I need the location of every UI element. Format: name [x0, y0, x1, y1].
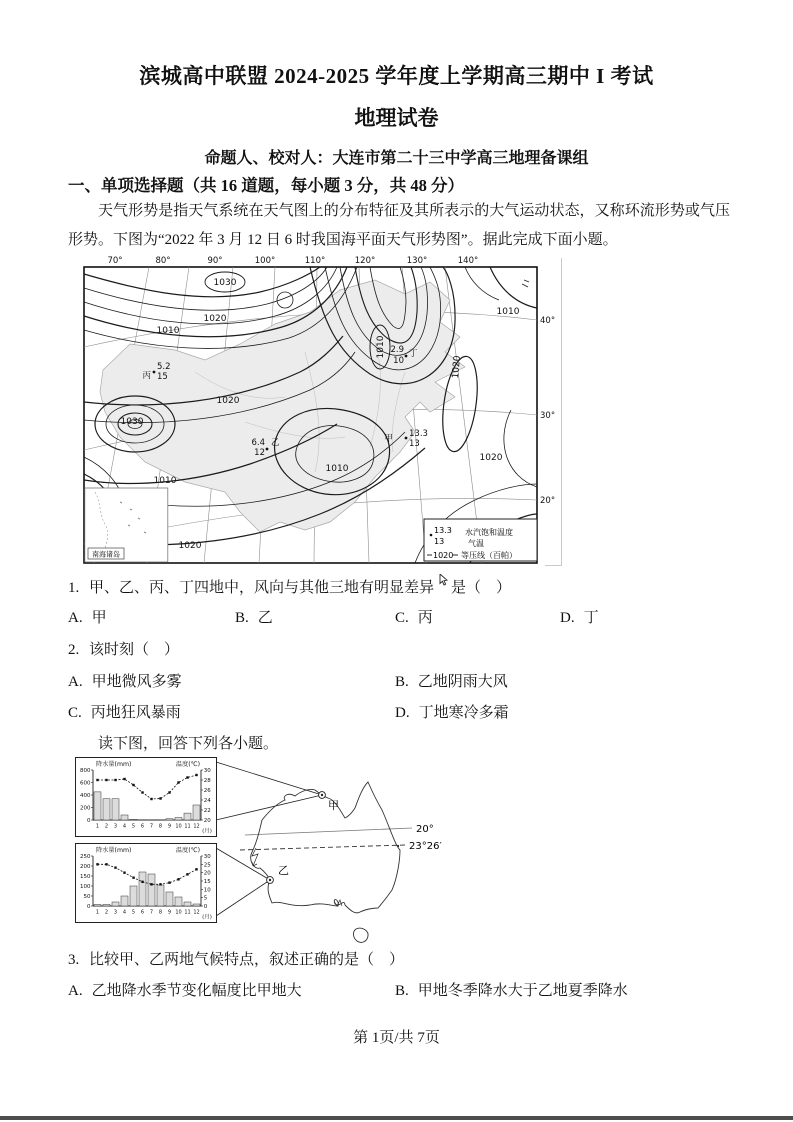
svg-text:0: 0 [203, 904, 208, 910]
svg-text:0: 0 [87, 818, 91, 824]
svg-text:13.3: 13.3 [409, 429, 428, 439]
page-subtitle: 地理试卷 [354, 106, 439, 130]
section-heading: 一、单项选择题（共 16 道题，每小题 3 分，共 48 分） [68, 176, 464, 195]
svg-text:1030: 1030 [120, 417, 144, 427]
svg-text:丙: 丙 [142, 370, 151, 380]
svg-text:乙: 乙 [271, 437, 280, 447]
mouse-cursor-icon [439, 574, 448, 591]
option-2a: A. 甲地微风多雾 [68, 674, 182, 690]
svg-text:28: 28 [203, 778, 211, 784]
question-1 [68, 576, 511, 597]
lat-20-line [245, 828, 412, 835]
point-jia-label: 甲 [328, 800, 339, 812]
svg-text:30: 30 [203, 854, 211, 860]
svg-text:8: 8 [158, 823, 163, 830]
svg-text:5.2: 5.2 [157, 362, 171, 372]
svg-text:100°: 100° [254, 256, 276, 266]
page-title: 滨城高中联盟 2024-2025 学年度上学期高三期中 I 考试 [139, 64, 654, 88]
svg-text:200: 200 [80, 864, 91, 870]
figure2-caption: 读下图，回答下列各小题。 [98, 736, 279, 752]
climate-chart-yi [76, 844, 216, 922]
svg-text:50: 50 [83, 894, 91, 900]
window-bottom-edge [0, 1116, 793, 1120]
svg-text:1020: 1020 [479, 453, 503, 463]
option-1d: D. 丁 [560, 610, 599, 626]
svg-text:120°: 120° [354, 256, 376, 266]
svg-text:丁: 丁 [409, 348, 418, 358]
svg-text:20°: 20° [540, 496, 556, 506]
svg-text:13: 13 [409, 439, 420, 449]
svg-text:3: 3 [113, 823, 118, 830]
svg-text:6: 6 [140, 909, 145, 916]
svg-text:气温: 气温 [468, 539, 484, 548]
climate-chart-yi-box [75, 843, 217, 923]
svg-text:4: 4 [122, 823, 127, 830]
svg-text:20: 20 [203, 818, 211, 824]
svg-text:10: 10 [175, 823, 182, 830]
svg-text:5: 5 [131, 823, 136, 830]
option-1b: B. 乙 [235, 610, 273, 626]
svg-text:200: 200 [80, 805, 91, 812]
svg-text:水汽饱和温度: 水汽饱和温度 [465, 528, 513, 537]
question-1-number: 1. [68, 580, 80, 596]
australia-outline [251, 782, 400, 913]
svg-text:1010: 1010 [153, 476, 177, 486]
option-1a: A. 甲 [68, 610, 107, 626]
svg-text:1: 1 [95, 823, 100, 830]
svg-text:降水量(mm): 降水量(mm) [96, 847, 132, 854]
svg-text:0: 0 [87, 904, 91, 910]
svg-text:11: 11 [184, 909, 191, 916]
option-3a: A. 乙地降水季节变化幅度比甲地大 [68, 983, 302, 999]
question-2-number: 2. [68, 642, 80, 658]
svg-text:130°: 130° [406, 256, 428, 266]
svg-text:1: 1 [95, 909, 100, 916]
point-yi-label: 乙 [278, 865, 289, 877]
svg-text:25: 25 [203, 862, 211, 869]
question-1-text: 甲、乙、丙、丁四地中，风向与其他三地有明显差异 [89, 580, 435, 596]
svg-text:1010: 1010 [325, 464, 349, 474]
svg-text:10: 10 [393, 356, 404, 366]
svg-text:5: 5 [131, 909, 136, 916]
svg-text:140°: 140° [457, 256, 479, 266]
svg-text:11: 11 [184, 823, 191, 830]
weather-map-figure [75, 252, 570, 570]
svg-text:1020: 1020 [433, 551, 454, 560]
svg-text:1020: 1020 [216, 396, 240, 406]
climate-chart-jia-box [75, 757, 217, 837]
svg-text:80°: 80° [155, 256, 171, 266]
authors-line: 命题人、校对人：大连市第二十三中学高三地理备课组 [204, 150, 589, 167]
svg-text:24: 24 [203, 798, 211, 804]
svg-text:6: 6 [140, 823, 145, 830]
svg-text:温度(℃): 温度(℃) [175, 847, 200, 854]
svg-text:1020: 1020 [203, 314, 227, 324]
svg-text:13: 13 [434, 537, 445, 546]
option-2d: D. 丁地寒冷多霜 [395, 705, 509, 721]
svg-text:12: 12 [254, 448, 265, 458]
longitude-labels [107, 256, 478, 266]
svg-text:7: 7 [149, 909, 154, 916]
svg-text:降水量(mm): 降水量(mm) [96, 761, 132, 768]
svg-text:9: 9 [167, 909, 172, 916]
svg-text:70°: 70° [107, 256, 123, 266]
question-3-text: 比较甲、乙两地气候特点，叙述正确的是（ ） [89, 952, 405, 968]
svg-text:3: 3 [113, 909, 118, 916]
svg-text:26: 26 [203, 788, 211, 794]
figure-frame-line-bottom [545, 565, 562, 566]
option-2b: B. 乙地阴雨大风 [395, 674, 508, 690]
svg-text:12: 12 [193, 823, 200, 830]
tasmania-outline [353, 928, 368, 942]
intro-paragraph: 天气形势是指天气系统在天气图上的分布特征及其所表示的大气运动状态，又称环流形势或气压形势。下图为“2022 年 3 月 12 日 6 时我国海平面天气形势图”。据此完成下面小题。 [68, 203, 730, 248]
south-china-sea-inset [85, 488, 168, 562]
svg-text:110°: 110° [304, 256, 326, 266]
svg-text:7: 7 [149, 823, 154, 830]
lat-20-label: 20° [416, 824, 434, 835]
svg-text:(月): (月) [202, 828, 212, 835]
question-3 [68, 948, 404, 969]
question-2-text: 该时刻（ ） [89, 642, 180, 658]
svg-text:15: 15 [157, 372, 168, 382]
svg-text:(月): (月) [202, 914, 212, 921]
svg-text:100: 100 [80, 884, 91, 890]
svg-text:40°: 40° [540, 316, 556, 326]
svg-text:温度(℃): 温度(℃) [175, 761, 200, 768]
map-legend [424, 519, 537, 561]
svg-text:6.4: 6.4 [251, 438, 265, 448]
svg-text:10: 10 [175, 909, 182, 916]
svg-text:150: 150 [80, 874, 91, 880]
svg-text:400: 400 [80, 793, 91, 799]
svg-text:12: 12 [193, 909, 200, 916]
svg-text:5: 5 [203, 895, 208, 902]
latitude-labels [540, 316, 555, 506]
svg-text:南海诸岛: 南海诸岛 [92, 550, 120, 559]
question-3-number: 3. [68, 952, 80, 968]
svg-text:9: 9 [167, 823, 172, 830]
svg-text:13.3: 13.3 [434, 526, 452, 535]
tropic-label: 23°26′ [409, 841, 442, 852]
svg-text:250: 250 [80, 854, 91, 860]
svg-text:22: 22 [203, 808, 211, 814]
svg-text:600: 600 [80, 780, 91, 787]
question-2 [68, 638, 179, 659]
footer-page-number: 第 1页/共 7页 [353, 1030, 440, 1046]
svg-text:10: 10 [203, 887, 211, 894]
svg-text:1030: 1030 [213, 278, 237, 288]
svg-text:2.9: 2.9 [390, 345, 404, 355]
svg-text:20: 20 [203, 870, 211, 877]
svg-text:8: 8 [158, 909, 163, 916]
svg-text:2: 2 [104, 909, 109, 916]
svg-text:15: 15 [203, 879, 211, 885]
svg-text:800: 800 [80, 768, 91, 774]
svg-text:90°: 90° [207, 256, 223, 266]
svg-text:1020: 1020 [451, 355, 463, 379]
tropic-line [240, 845, 405, 850]
svg-text:30°: 30° [540, 411, 556, 421]
option-3b: B. 甲地冬季降水大于乙地夏季降水 [395, 983, 628, 999]
svg-text:1010: 1010 [156, 326, 180, 336]
svg-text:1020: 1020 [178, 541, 202, 551]
climate-chart-jia [76, 758, 216, 836]
svg-text:2: 2 [104, 823, 109, 830]
svg-text:甲: 甲 [384, 433, 393, 443]
option-2c: C. 丙地狂风暴雨 [68, 705, 181, 721]
svg-text:1010: 1010 [496, 307, 520, 317]
figure-frame-line [561, 258, 562, 566]
svg-text:30: 30 [203, 768, 211, 774]
svg-text:1010: 1010 [376, 335, 386, 359]
svg-text:等压线（百帕）: 等压线（百帕） [461, 551, 517, 560]
svg-text:4: 4 [122, 909, 127, 916]
question-1-suffix: 是（ ） [451, 580, 512, 596]
option-1c: C. 丙 [395, 610, 433, 626]
